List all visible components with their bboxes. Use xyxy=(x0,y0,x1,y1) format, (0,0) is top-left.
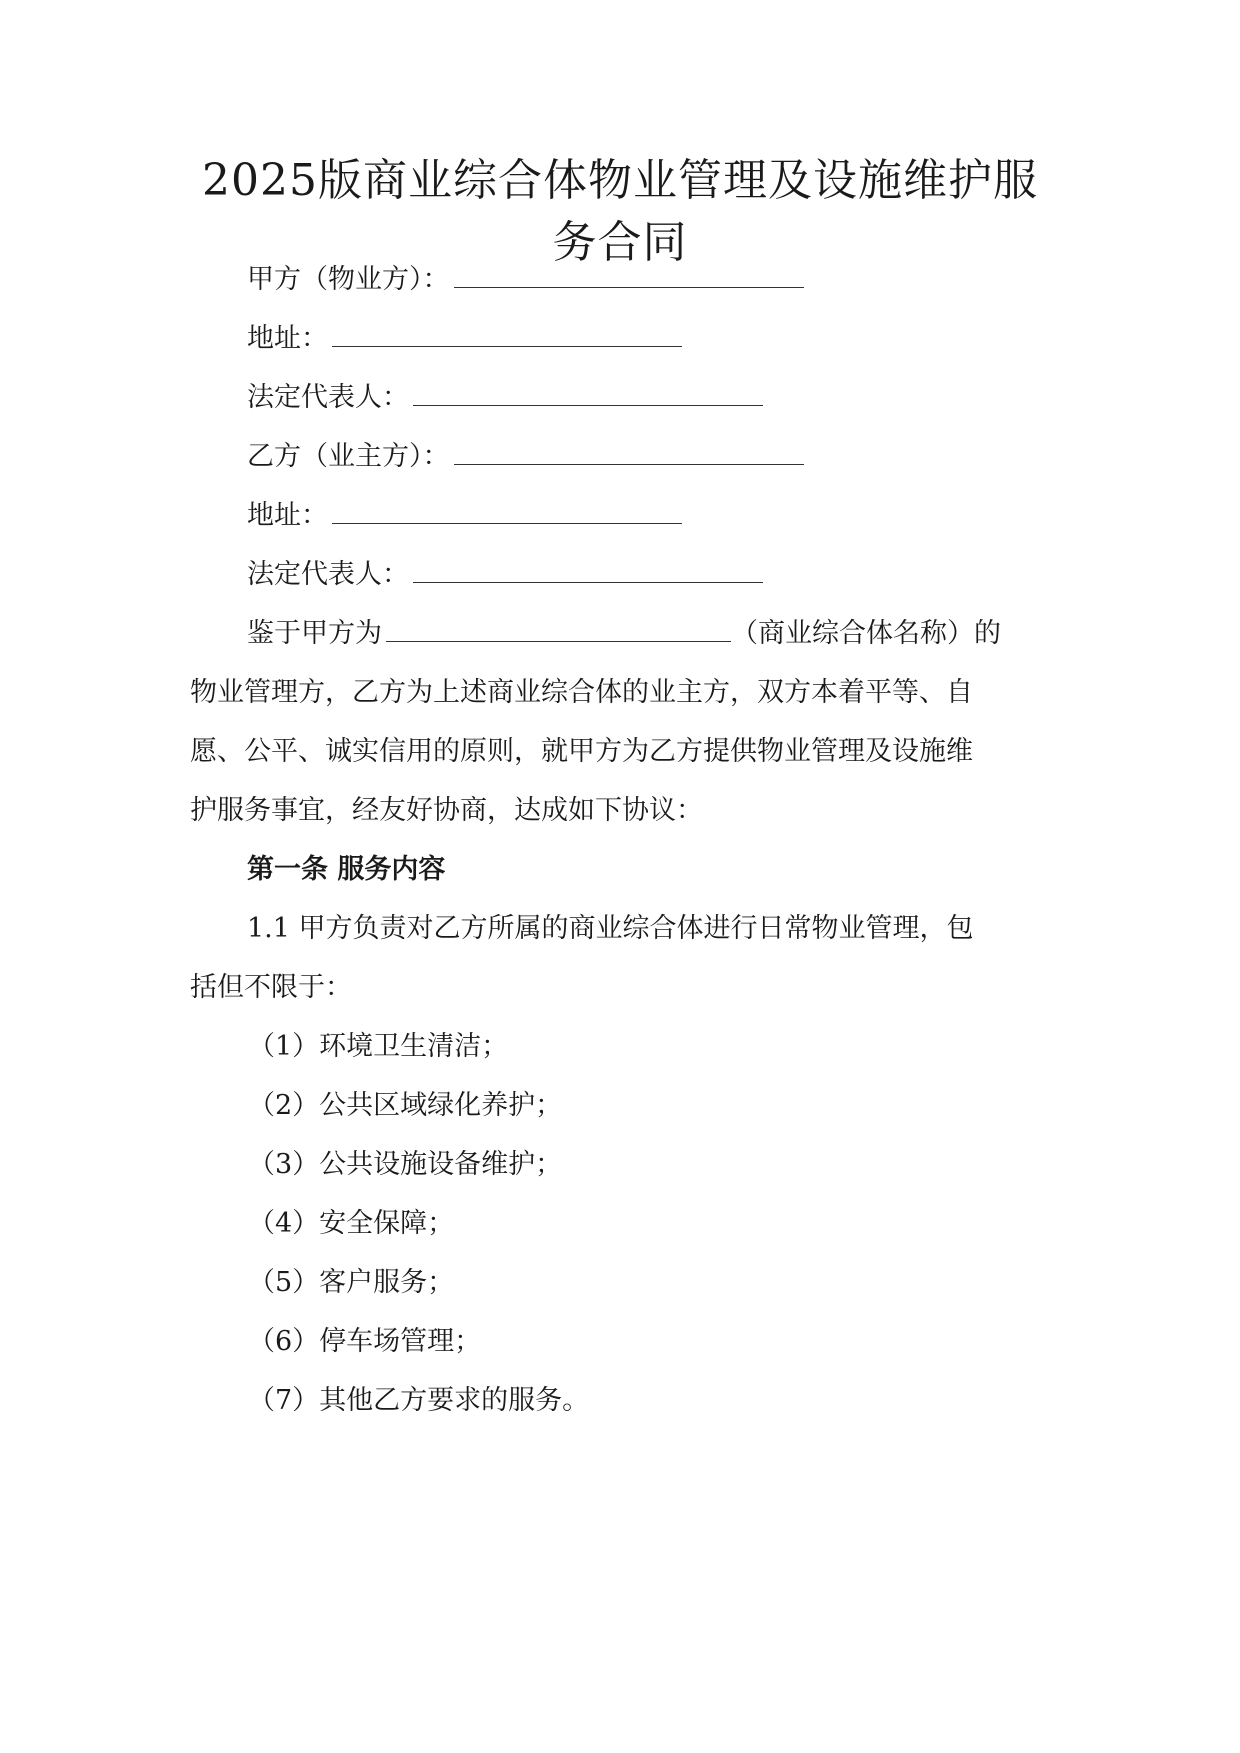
party-b-rep-label: 法定代表人： xyxy=(247,559,409,590)
party-b-address-blank xyxy=(332,497,682,524)
party-b-address-label: 地址： xyxy=(247,500,328,531)
preamble-start: 鉴于甲方为 xyxy=(247,618,382,649)
party-b-address-line xyxy=(247,496,682,536)
preamble-line-1 xyxy=(247,614,1001,654)
document-title xyxy=(190,150,1050,274)
party-a-rep-label: 法定代表人： xyxy=(247,382,409,413)
party-b-label: 乙方（业主方）： xyxy=(247,441,450,472)
party-a-address-label: 地址： xyxy=(247,323,328,354)
party-a-blank xyxy=(454,261,804,288)
complex-name-blank xyxy=(386,615,731,642)
article-1-heading: 第一条 服务内容 xyxy=(247,854,446,885)
list-item: （3）公共设施设备维护； xyxy=(248,1149,563,1180)
preamble-line-2: 物业管理方，乙方为上述商业综合体的业主方，双方本着平等、自 xyxy=(190,677,973,708)
list-item: （4）安全保障； xyxy=(248,1208,455,1239)
list-item: （7）其他乙方要求的服务。 xyxy=(248,1385,590,1416)
preamble-line-4: 护服务事宜，经友好协商，达成如下协议： xyxy=(190,795,703,826)
title-line-2: 务合同 xyxy=(552,217,688,268)
party-b-blank xyxy=(454,438,804,465)
party-b-rep-blank xyxy=(413,556,763,583)
list-item: （2）公共区域绿化养护； xyxy=(248,1090,563,1121)
title-line-1: 2025版商业综合体物业管理及设施维护服 xyxy=(202,155,1038,206)
list-item: （6）停车场管理； xyxy=(248,1326,482,1357)
party-a-rep-blank xyxy=(413,379,763,406)
party-a-address-line xyxy=(247,319,682,359)
clause-1-1-line-1: 1.1 甲方负责对乙方所属的商业综合体进行日常物业管理，包 xyxy=(247,913,974,944)
preamble-line-3: 愿、公平、诚实信用的原则，就甲方为乙方提供物业管理及设施维 xyxy=(190,736,973,767)
party-b-line xyxy=(247,437,804,477)
preamble-end: （商业综合体名称）的 xyxy=(731,618,1001,649)
party-a-label: 甲方（物业方）： xyxy=(247,264,450,295)
list-item: （1）环境卫生清洁； xyxy=(248,1031,509,1062)
party-a-line xyxy=(247,260,804,300)
party-a-rep-line xyxy=(247,378,763,418)
list-item: （5）客户服务； xyxy=(248,1267,455,1298)
clause-1-1-line-2: 括但不限于： xyxy=(190,972,352,1003)
party-b-rep-line xyxy=(247,555,763,595)
party-a-address-blank xyxy=(332,320,682,347)
